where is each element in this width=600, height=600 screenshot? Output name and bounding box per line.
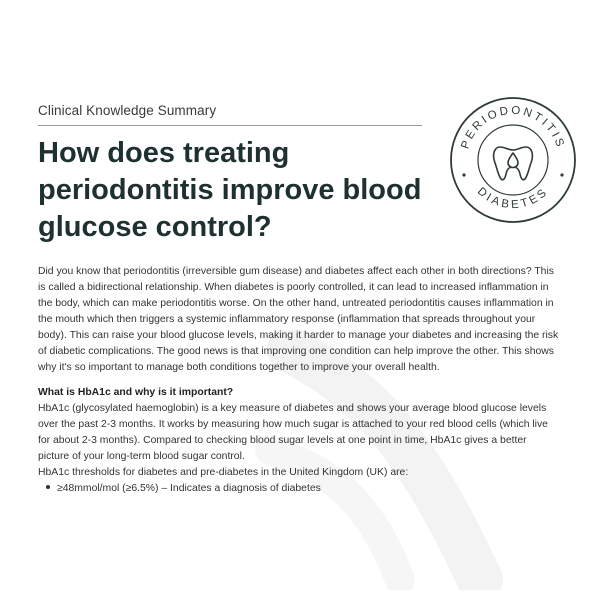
svg-text:DIABETES <box>475 185 551 211</box>
intro-line: the body, which can make periodontitis worse. On the other hand, untreated periodontitis causes inflammation in <box>38 298 554 309</box>
document-category: Clinical Knowledge Summary <box>38 103 217 118</box>
intro-line: of diabetic complications. The good news is that improving one condition can help improve the other. This shows <box>38 346 554 357</box>
title-line: How does treating <box>38 137 290 169</box>
section-line: HbA1c (glycosylated haemoglobin) is a key measure of diabetes and shows your average blood glucose levels <box>38 403 547 414</box>
header-divider <box>38 125 422 126</box>
seal-bottom-text: DIABETES <box>474 185 552 212</box>
title-line: glucose control? <box>38 211 272 243</box>
periodontitis-diabetes-seal <box>448 95 578 225</box>
intro-line: body). This can raise your blood glucose levels, making it harder to manage your diabetes and increasing the risk <box>38 330 559 341</box>
section-line: over the past 2-3 months. It works by measuring how much sugar is attached to your red blood cells (which live <box>38 419 548 430</box>
tooth-drop-icon <box>494 147 533 180</box>
intro-line: why it's so important to manage both conditions together to improve your overall health. <box>38 362 440 373</box>
intro-line: is called a bidirectional relationship. When diabetes is poorly controlled, it can lead to increased inflammation in <box>38 282 549 293</box>
intro-line: Did you know that periodontitis (irreversible gum disease) and diabetes affect each other in both directions? This <box>38 266 554 277</box>
title-line: periodontitis improve blood <box>38 174 422 206</box>
section-line: for about 2-3 months). Compared to checking blood sugar levels at one point in time, HbA1c gives a better <box>38 435 527 446</box>
list-item-text: ≥48mmol/mol (≥6.5%) – Indicates a diagnosis of diabetes <box>57 483 321 494</box>
intro-line: the mouth which then triggers a systemic inflammatory response (inflammation that spreads throughout your <box>38 314 536 325</box>
seal-top-text: PERIODONTITIS <box>459 104 567 151</box>
paragraph-gap <box>38 376 570 385</box>
article-body <box>38 264 570 497</box>
bullet-icon <box>46 485 50 489</box>
page-title <box>38 135 458 246</box>
section-heading: What is HbA1c and why is it important? <box>38 387 234 398</box>
section-line: picture of your long-term blood sugar control. <box>38 451 245 462</box>
list-item <box>38 481 570 497</box>
section-line: HbA1c thresholds for diabetes and pre-diabetes in the United Kingdom (UK) are: <box>38 467 409 478</box>
